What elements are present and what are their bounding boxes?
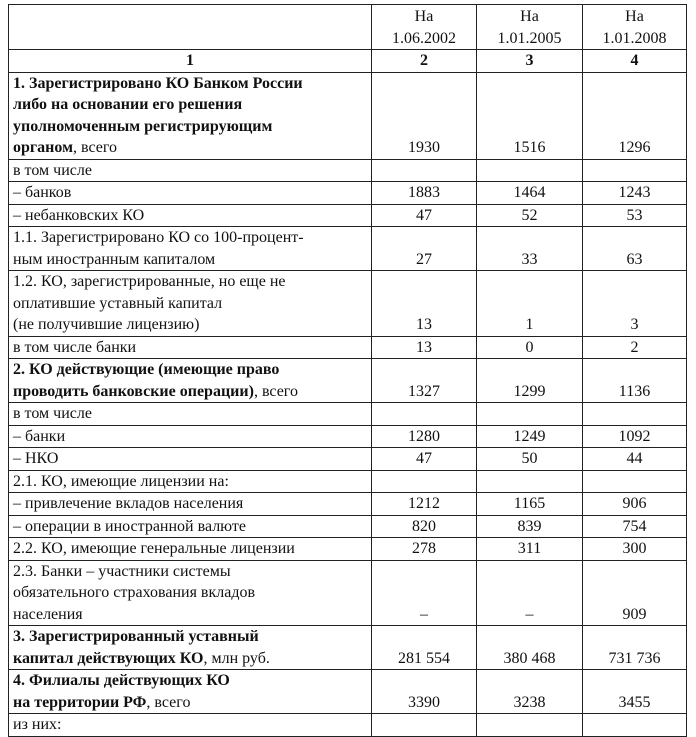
table-row bbox=[9, 336, 687, 359]
row-label bbox=[9, 227, 372, 271]
value-cell: 52 bbox=[477, 204, 583, 227]
table-row bbox=[9, 493, 687, 516]
value-cell bbox=[372, 714, 477, 737]
value-cell: 281 554 bbox=[372, 626, 477, 670]
value-cell: 53 bbox=[583, 204, 687, 227]
value-cell: 33 bbox=[477, 227, 583, 271]
value-cell: 1299 bbox=[477, 359, 583, 403]
value-cell: 1092 bbox=[583, 425, 687, 448]
value-cell: 1883 bbox=[372, 182, 477, 205]
row-label-line: – банки bbox=[13, 427, 66, 445]
header-date-1: На 1.06.2002 bbox=[372, 5, 477, 50]
table-row bbox=[9, 470, 687, 493]
value-cell: 754 bbox=[583, 515, 687, 538]
row-label-line: в том числе bbox=[13, 161, 92, 179]
value-cell: 1136 bbox=[583, 359, 687, 403]
row-label-line: оплатившие уставный капитал bbox=[13, 294, 223, 312]
row-label bbox=[9, 670, 372, 714]
row-label bbox=[9, 626, 372, 670]
table-row bbox=[9, 670, 687, 714]
value-cell: 47 bbox=[372, 204, 477, 227]
value-cell: 906 bbox=[583, 493, 687, 516]
row-label-line: из них: bbox=[13, 716, 62, 733]
value-cell: 1930 bbox=[372, 72, 477, 159]
row-label-line: – НКО bbox=[13, 450, 59, 467]
value-cell: 2 bbox=[583, 336, 687, 359]
value-cell: 63 bbox=[583, 227, 687, 271]
value-cell: 380 468 bbox=[477, 626, 583, 670]
row-label-bold: капитал действующих КО bbox=[13, 649, 204, 667]
table-row bbox=[9, 448, 687, 471]
row-label-line: – небанковских КО bbox=[13, 206, 145, 224]
value-cell: 27 bbox=[372, 227, 477, 271]
value-cell: 3455 bbox=[583, 670, 687, 714]
table-row bbox=[9, 159, 687, 182]
value-cell bbox=[372, 159, 477, 182]
column-number: 2 bbox=[372, 50, 477, 73]
value-cell bbox=[372, 403, 477, 426]
value-cell: 1464 bbox=[477, 182, 583, 205]
value-cell: 1249 bbox=[477, 425, 583, 448]
row-label-bold: 2. КО действующие (имеющие право bbox=[13, 361, 280, 378]
value-cell bbox=[583, 470, 687, 493]
row-label-line: в том числе банки bbox=[13, 338, 137, 356]
row-label-bold: уполномоченным регистрирующим bbox=[13, 117, 273, 135]
row-label bbox=[9, 182, 372, 205]
value-cell: 909 bbox=[583, 560, 687, 626]
row-label-bold: 4. Филиалы действующих КО bbox=[13, 672, 230, 689]
row-label-suffix: , всего bbox=[72, 139, 118, 156]
table-row bbox=[9, 182, 687, 205]
value-cell: 1516 bbox=[477, 72, 583, 159]
value-cell: – bbox=[372, 560, 477, 626]
value-cell: – bbox=[477, 560, 583, 626]
table-row bbox=[9, 560, 687, 626]
column-number: 4 bbox=[583, 50, 687, 73]
header-date-3: На 1.01.2008 bbox=[583, 5, 687, 50]
row-label bbox=[9, 159, 372, 182]
value-cell: 1327 bbox=[372, 359, 477, 403]
row-label-line: 2.1. КО, имеющие лицензии на: bbox=[13, 472, 229, 490]
row-label-line: 1.1. Зарегистрировано КО со 100-процент- bbox=[13, 229, 304, 246]
value-cell: 1296 bbox=[583, 72, 687, 159]
value-cell: 1243 bbox=[583, 182, 687, 205]
value-cell: 820 bbox=[372, 515, 477, 538]
header-date-2: На 1.01.2005 bbox=[477, 5, 583, 50]
row-label-line: в том числе bbox=[13, 405, 92, 422]
value-cell: 3238 bbox=[477, 670, 583, 714]
value-cell: 3390 bbox=[372, 670, 477, 714]
table-row bbox=[9, 359, 687, 403]
row-label bbox=[9, 448, 372, 471]
row-label bbox=[9, 493, 372, 516]
row-label-bold: на территории РФ bbox=[13, 693, 147, 711]
row-label bbox=[9, 204, 372, 227]
row-label-line: – привлечение вкладов населения bbox=[13, 495, 244, 512]
row-label bbox=[9, 425, 372, 448]
value-cell: 1280 bbox=[372, 425, 477, 448]
statistics-table bbox=[8, 4, 687, 737]
value-cell: 839 bbox=[477, 515, 583, 538]
value-cell bbox=[477, 470, 583, 493]
row-label-line: (не получившие лицензию) bbox=[13, 316, 200, 333]
value-cell: 731 736 bbox=[583, 626, 687, 670]
value-cell: 278 bbox=[372, 538, 477, 561]
value-cell: 1165 bbox=[477, 493, 583, 516]
row-label-line: – банков bbox=[13, 184, 72, 201]
value-cell: 1212 bbox=[372, 493, 477, 516]
row-label-bold: органом bbox=[13, 139, 73, 156]
value-cell: 311 bbox=[477, 538, 583, 561]
table-row bbox=[9, 72, 687, 159]
row-label bbox=[9, 359, 372, 403]
value-cell bbox=[477, 159, 583, 182]
value-cell bbox=[477, 714, 583, 737]
row-label-line: 1.2. КО, зарегистрированные, но еще не bbox=[13, 273, 286, 290]
table-row bbox=[9, 204, 687, 227]
table-row bbox=[9, 227, 687, 271]
row-label bbox=[9, 560, 372, 626]
header-blank-cell bbox=[9, 5, 372, 50]
value-cell: 47 bbox=[372, 448, 477, 471]
row-label bbox=[9, 470, 372, 493]
value-cell bbox=[583, 714, 687, 737]
table-body bbox=[9, 72, 687, 736]
table-row bbox=[9, 425, 687, 448]
column-number: 3 bbox=[477, 50, 583, 73]
column-numbers-row bbox=[9, 50, 687, 73]
row-label-suffix: , млн руб. bbox=[203, 649, 270, 667]
value-cell: 44 bbox=[583, 448, 687, 471]
value-cell: 3 bbox=[583, 271, 687, 337]
row-label-suffix: , всего bbox=[253, 382, 298, 400]
value-cell bbox=[477, 403, 583, 426]
table-row bbox=[9, 626, 687, 670]
row-label-suffix: , всего bbox=[146, 693, 191, 711]
row-label-bold: 3. Зарегистрированный уставный bbox=[13, 628, 259, 645]
row-label bbox=[9, 714, 372, 737]
row-label-line: ным иностранным капиталом bbox=[13, 250, 216, 268]
row-label-line: населения bbox=[13, 605, 83, 623]
row-label bbox=[9, 336, 372, 359]
row-label-line: 2.2. КО, имеющие генеральные лицензии bbox=[13, 540, 295, 557]
table-row bbox=[9, 403, 687, 426]
header-row bbox=[9, 5, 687, 50]
value-cell: 13 bbox=[372, 336, 477, 359]
value-cell: 1 bbox=[477, 271, 583, 337]
column-number: 1 bbox=[9, 50, 372, 73]
row-label bbox=[9, 72, 372, 159]
table-row bbox=[9, 714, 687, 737]
value-cell bbox=[583, 403, 687, 426]
row-label bbox=[9, 403, 372, 426]
value-cell: 300 bbox=[583, 538, 687, 561]
value-cell: 0 bbox=[477, 336, 583, 359]
table-row bbox=[9, 538, 687, 561]
table-row bbox=[9, 271, 687, 337]
row-label-bold: 1. Зарегистрировано КО Банком России bbox=[13, 74, 303, 92]
table-row bbox=[9, 515, 687, 538]
value-cell: 50 bbox=[477, 448, 583, 471]
row-label-line: – операции в иностранной валюте bbox=[13, 517, 247, 535]
value-cell bbox=[372, 470, 477, 493]
row-label bbox=[9, 271, 372, 337]
row-label-line: 2.3. Банки – участники системы bbox=[13, 562, 231, 580]
row-label bbox=[9, 538, 372, 561]
row-label-line: обязательного страхования вкладов bbox=[13, 584, 256, 601]
value-cell bbox=[583, 159, 687, 182]
row-label-bold: проводить банковские операции) bbox=[13, 382, 254, 400]
row-label-bold: либо на основании его решения bbox=[13, 96, 243, 113]
row-label bbox=[9, 515, 372, 538]
value-cell: 13 bbox=[372, 271, 477, 337]
